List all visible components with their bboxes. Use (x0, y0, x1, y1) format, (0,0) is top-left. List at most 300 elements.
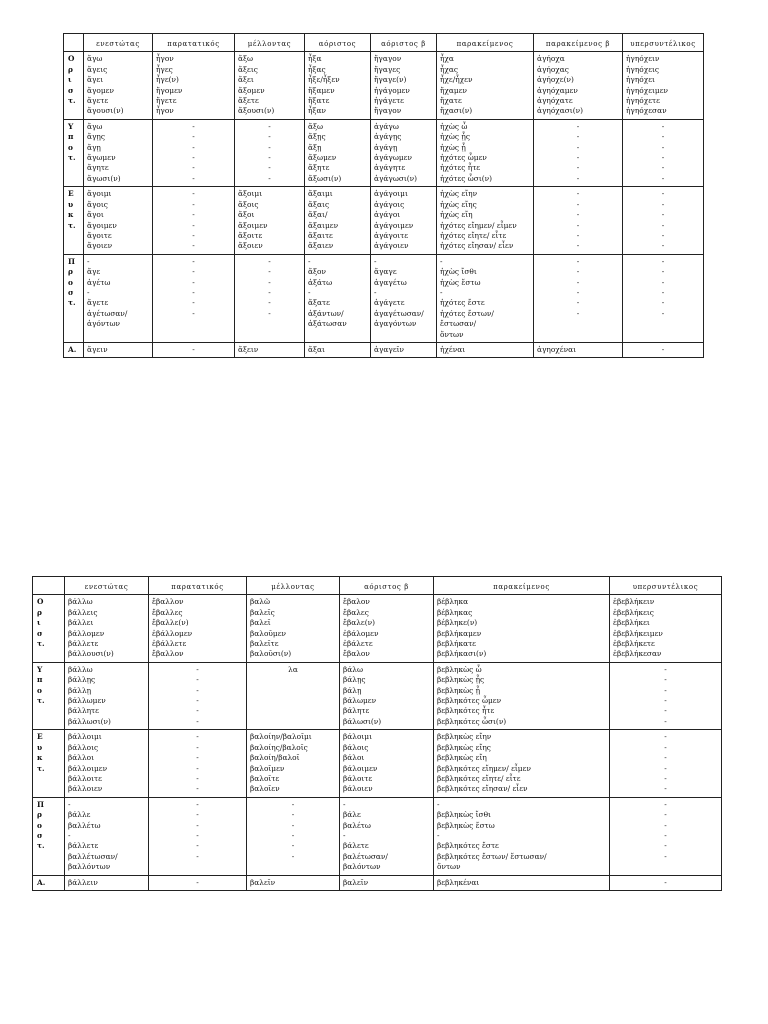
verb-form: βάλῃ (343, 685, 362, 695)
verb-form: ἦξαν (308, 106, 326, 116)
verb-form: - (661, 199, 665, 209)
verb-form: βάλοι (343, 753, 365, 763)
verb-form: - (196, 732, 199, 742)
verb-form: - (291, 810, 295, 820)
mood-letter: Π (37, 799, 44, 809)
verb-form: ἦξας (308, 64, 326, 74)
form-cell (610, 730, 722, 797)
verb-form: βεβλήκαμεν (437, 628, 482, 638)
verb-form: ἄγετε (87, 298, 109, 308)
form-cell (153, 254, 235, 342)
verb-form: - (196, 685, 199, 695)
form-cell (149, 730, 247, 797)
mood-label (33, 797, 65, 875)
verb-form: ἔβαλλε(ν) (152, 618, 189, 628)
verb-form: - (664, 799, 667, 809)
tense-header: ενεστώτας (84, 34, 153, 52)
verb-form: - (661, 230, 665, 240)
verb-form: - (664, 841, 667, 851)
verb-form: - (196, 830, 199, 840)
verb-form: - (192, 344, 195, 354)
table-row (33, 875, 722, 890)
verb-form: - (664, 830, 667, 840)
verb-form: βάλλειν (68, 877, 98, 887)
mood-letter: κ (37, 753, 43, 763)
form-cell (149, 662, 247, 729)
mood-letter: Ε (37, 732, 43, 742)
verb-form: ἔβαλον (343, 597, 370, 607)
verb-form: ἠχότες ἔστε (440, 298, 485, 308)
verb-form: - (192, 267, 195, 277)
verb-form: - (576, 173, 580, 183)
verb-form: ἔβαλλες (152, 607, 183, 617)
verb-form: βάλλοιτε (68, 773, 102, 783)
mood-label (64, 52, 84, 119)
verb-form: βεβληκὼς ᾖς (437, 675, 485, 685)
verb-form: - (661, 220, 665, 230)
verb-form: βάλοιμι (343, 732, 372, 742)
verb-form: - (661, 287, 665, 297)
verb-form: ἀγαγόντων (374, 319, 417, 329)
verb-form: βεβληκὼς ὦ (437, 664, 482, 674)
mood-letter: υ (37, 742, 43, 752)
verb-form: ἐβάλλετε (152, 639, 187, 649)
verb-form: ἄξαιεν (308, 241, 334, 251)
verb-form: ἔβαλε(ν) (343, 618, 376, 628)
verb-form: ἠγηόχεσαν (626, 106, 667, 116)
tense-header: υπερσυντέλικος (610, 577, 722, 595)
verb-form: βάλετε (343, 841, 369, 851)
mood-letter: Ο (37, 597, 44, 607)
verb-form: ἄξω (238, 54, 254, 64)
verb-form: βαλεῖτε (250, 639, 279, 649)
verb-form: - (661, 267, 665, 277)
verb-form: - (196, 810, 199, 820)
verb-form: ἄξητε (308, 163, 330, 173)
verb-form: βεβληκότες εἴημεν/ εἶμεν (437, 763, 531, 773)
verb-form: ἦξα (308, 54, 322, 64)
form-cell (437, 342, 534, 357)
form-cell (437, 119, 534, 186)
verb-form: ἀγάγω (374, 121, 399, 131)
verb-form: ἀγάγετε (374, 298, 405, 308)
verb-form: ἀγάγοι (374, 210, 401, 220)
form-cell (65, 662, 149, 729)
tense-header: παρατατικός (149, 577, 247, 595)
form-cell (84, 119, 153, 186)
verb-form: - (268, 256, 271, 266)
verb-form: - (661, 121, 665, 131)
verb-form: - (664, 664, 667, 674)
verb-form: - (576, 230, 580, 240)
verb-form: ἔστωσαν/ (440, 319, 477, 329)
form-cell (149, 595, 247, 662)
verb-form: ἤγαγον (374, 106, 402, 116)
form-cell (235, 254, 305, 342)
mood-letter: ρ (68, 267, 73, 277)
verb-form: - (268, 132, 271, 142)
verb-form: βεβληκότες ὦμεν (437, 696, 502, 706)
verb-form: βάλλετε (68, 639, 99, 649)
verb-form: βαλλόντων (68, 862, 111, 872)
verb-form: ἄγοις (87, 199, 108, 209)
verb-form: βαλοῖμεν (250, 763, 285, 773)
form-cell (434, 595, 610, 662)
verb-form: - (664, 851, 667, 861)
verb-form: ἐβεβλήκεσαν (613, 649, 662, 659)
mood-letter: π (37, 675, 43, 685)
verb-form: ἄγοιμεν (87, 220, 117, 230)
mood-letter: σ (37, 628, 43, 638)
verb-form: - (576, 241, 580, 251)
verb-form: βάλλητε (68, 706, 99, 716)
verb-form: ἄξαιμι (308, 189, 333, 199)
mood-letter: ο (37, 685, 42, 695)
verb-form: - (192, 220, 195, 230)
verb-form: βάλλῃς (68, 675, 96, 685)
verb-form: - (374, 287, 377, 297)
verb-form: ἔβαλλον (152, 597, 184, 607)
verb-form: βάλω (343, 664, 363, 674)
verb-form: βεβληκὼς εἴην (437, 732, 492, 742)
form-cell (623, 187, 704, 254)
verb-form: ἀγαγέτω (374, 277, 407, 287)
verb-form: - (374, 256, 377, 266)
form-cell (153, 342, 235, 357)
tense-header: παρατατικός (153, 34, 235, 52)
mood-label (64, 342, 84, 357)
form-cell (623, 254, 704, 342)
verb-form: βέβληκε(ν) (437, 618, 478, 628)
verb-form: ἦγον (156, 54, 174, 64)
verb-form: - (576, 220, 580, 230)
verb-form: ἀγάγῃ (374, 142, 398, 152)
verb-form: - (196, 716, 199, 726)
verb-form: - (437, 830, 440, 840)
form-cell (305, 342, 371, 357)
verb-form: - (268, 142, 271, 152)
verb-form: - (576, 189, 580, 199)
form-cell (340, 797, 434, 875)
verb-form: - (661, 173, 665, 183)
verb-form: βάλοιμεν (343, 763, 378, 773)
verb-form: ἠχότες ἔστων/ (440, 308, 494, 318)
verb-form: ἐβάλομεν (343, 628, 379, 638)
verb-form: ἔβαλες (343, 607, 369, 617)
verb-form: ἄγητε (87, 163, 109, 173)
verb-form: - (661, 298, 665, 308)
verb-form: βαλοῦσι(ν) (250, 649, 292, 659)
mood-label (33, 730, 65, 797)
verb-form: - (68, 799, 71, 809)
verb-form: ἄξω (308, 121, 324, 131)
form-cell (437, 187, 534, 254)
verb-form: ἤγαγε(ν) (374, 75, 407, 85)
verb-form: ἀγάγωμεν (374, 153, 412, 163)
verb-form: ἄγοιεν (87, 241, 113, 251)
verb-form: - (661, 308, 665, 318)
verb-form: - (664, 716, 667, 726)
verb-form: ἄγε (87, 267, 101, 277)
verb-form: - (192, 241, 195, 251)
verb-form: - (192, 230, 195, 240)
verb-form: βάλλοιεν (68, 784, 103, 794)
verb-form: ἠγηόχετε (626, 96, 660, 106)
mood-letter: Π (68, 256, 75, 266)
mood-letter: τ. (37, 841, 45, 851)
form-cell (623, 52, 704, 119)
verb-form: ἠχὼς ὦ (440, 121, 468, 131)
verb-form: - (661, 163, 665, 173)
verb-form: ἀγάγωσι(ν) (374, 173, 418, 183)
verb-form: ἦχε/ἦχεν (440, 75, 473, 85)
verb-form: - (661, 210, 665, 220)
verb-form: - (196, 753, 199, 763)
mood-letter: ο (68, 277, 73, 287)
verb-form: ἄγοιτε (87, 230, 112, 240)
verb-form: - (196, 706, 199, 716)
verb-form: βάλλει (68, 618, 94, 628)
verb-form: - (268, 267, 271, 277)
verb-form: - (664, 763, 667, 773)
verb-form: - (196, 784, 199, 794)
table-row (64, 52, 704, 119)
verb-form: ἠχέναι (440, 344, 466, 354)
verb-form: ἠχότες ὦσι(ν) (440, 173, 492, 183)
verb-form: βέβληκας (437, 607, 473, 617)
verb-form: ἄξετε (238, 96, 259, 106)
verb-form: ἠχότες ἦτε (440, 163, 481, 173)
form-cell (247, 797, 340, 875)
verb-form: - (196, 696, 199, 706)
verb-form: - (661, 256, 665, 266)
mood-label (64, 254, 84, 342)
verb-form: ἠχὼς ἔστω (440, 277, 481, 287)
verb-form: ἠγάγομεν (374, 85, 410, 95)
form-cell (434, 730, 610, 797)
verb-form: βεβληκότες ἦτε (437, 706, 495, 716)
verb-form: ἠγηόχειμεν (626, 85, 669, 95)
mood-letter: Α. (37, 877, 46, 887)
verb-form: βαλλέτωσαν/ (68, 851, 118, 861)
verb-form: βάλλοι (68, 753, 94, 763)
verb-form: - (291, 851, 295, 861)
form-cell (84, 52, 153, 119)
verb-form: ἠχότες ὦμεν (440, 153, 487, 163)
form-cell (340, 730, 434, 797)
verb-form: ὄντων (440, 329, 464, 339)
form-cell (247, 730, 340, 797)
verb-form: βάλωσι(ν) (343, 716, 382, 726)
verb-form: ἐβεβλήκει (613, 618, 650, 628)
verb-form: ἠγηόχει (626, 75, 655, 85)
corner-header (64, 34, 84, 52)
verb-form: ἄγειν (87, 344, 108, 354)
tense-header: υπερσυντέλικος (623, 34, 704, 52)
mood-letter: Υ (68, 121, 74, 131)
verb-form: - (664, 685, 667, 695)
verb-form: - (192, 163, 195, 173)
mood-letter: τ. (68, 96, 76, 106)
verb-form: ἦχα (440, 54, 454, 64)
verb-form: βάλλετε (68, 841, 99, 851)
verb-form: - (661, 277, 665, 287)
verb-form: ἦγε(ν) (156, 75, 179, 85)
verb-form: ἀγόντων (87, 319, 120, 329)
verb-form: βάλλομεν (68, 628, 105, 638)
verb-form: ἀγήοχα (537, 54, 565, 64)
form-cell (534, 187, 623, 254)
form-cell (371, 187, 437, 254)
verb-form: - (576, 132, 580, 142)
verb-form: - (576, 308, 580, 318)
verb-form: - (664, 753, 667, 763)
form-cell (534, 52, 623, 119)
verb-form: βεβλήκασι(ν) (437, 649, 487, 659)
verb-form: ἠχότες εἴησαν/ εἶεν (440, 241, 514, 251)
verb-form: ἐβάλετε (343, 639, 373, 649)
verb-form: βάλλωμεν (68, 696, 106, 706)
verb-form: ἐβεβλήκειν (613, 597, 655, 607)
verb-form: βάλλωσι(ν) (68, 716, 111, 726)
mood-label (33, 662, 65, 729)
verb-form: ἠγηόχειν (626, 54, 660, 64)
verb-form: ἄξον (308, 267, 327, 277)
verb-form: βεβληκότες ἔστων/ ἔστωσαν/ (437, 851, 547, 861)
verb-form: - (192, 132, 195, 142)
table-row (64, 342, 704, 357)
table-row (64, 187, 704, 254)
verb-form: - (576, 267, 580, 277)
form-cell (149, 797, 247, 875)
mood-letter: τ. (37, 696, 45, 706)
verb-form: βεβλήκατε (437, 639, 477, 649)
verb-form: ἐβεβλήκετε (613, 639, 655, 649)
verb-form: ἀγάγῃς (374, 132, 402, 142)
verb-form: ἄξοιεν (238, 241, 263, 251)
verb-form: ἦγον (156, 106, 174, 116)
verb-form: ἄγει (87, 75, 104, 85)
verb-form: - (196, 742, 199, 752)
verb-form: βάλλοιμεν (68, 763, 108, 773)
verb-form: - (661, 344, 665, 354)
table-row (33, 595, 722, 662)
verb-form: ὄντων (437, 862, 461, 872)
verb-form: ἄξῃ (308, 142, 322, 152)
form-cell (434, 875, 610, 890)
mood-letter: σ (68, 85, 74, 95)
form-cell (534, 342, 623, 357)
verb-form: βαλοίη/βαλοῖ (250, 753, 300, 763)
table-header-row (64, 34, 704, 52)
form-cell (434, 662, 610, 729)
verb-form: - (440, 256, 443, 266)
verb-form: ἄξομεν (238, 85, 265, 95)
form-cell (371, 119, 437, 186)
verb-form: ἔβαλον (343, 649, 370, 659)
verb-form: ἀγέτω (87, 277, 111, 287)
verb-form: ἄγῃς (87, 132, 105, 142)
tense-header: αόριστος β (340, 577, 434, 595)
verb-form: ἠχὼς ἴσθι (440, 267, 477, 277)
verb-form: βαλέτωσαν/ (343, 851, 388, 861)
verb-form: - (192, 189, 195, 199)
form-cell (437, 52, 534, 119)
verb-form: ἠχὼς εἴη (440, 210, 473, 220)
verb-form: ἠχὼς ᾖ (440, 142, 466, 152)
verb-form: βάλοιτε (343, 773, 373, 783)
verb-form: βεβληκὼς εἴης (437, 742, 491, 752)
verb-form: - (196, 763, 199, 773)
verb-form: ἄξοι (238, 210, 255, 220)
form-cell (65, 875, 149, 890)
verb-form: ἠχότες εἴημεν/ εἶμεν (440, 220, 517, 230)
verb-form: βεβληκὼς ἴσθι (437, 810, 491, 820)
tense-header: παρακείμενος (434, 577, 610, 595)
verb-form: βάλλεις (68, 607, 98, 617)
verb-form: βαλόντων (343, 862, 381, 872)
verb-form: - (68, 830, 71, 840)
verb-form: ἄξοιμεν (238, 220, 268, 230)
verb-form: βάλητε (343, 706, 370, 716)
verb-form: - (576, 277, 580, 287)
verb-form: - (268, 121, 271, 131)
form-cell (623, 342, 704, 357)
form-cell (153, 119, 235, 186)
verb-form: - (291, 830, 295, 840)
verb-form: - (308, 287, 311, 297)
verb-form: βεβληκέναι (437, 877, 480, 887)
mood-letter: ρ (68, 64, 73, 74)
form-cell (305, 52, 371, 119)
table-row (64, 254, 704, 342)
verb-form: ἄξῃς (308, 132, 326, 142)
mood-label (64, 187, 84, 254)
verb-form: ἀγαγέτωσαν/ (374, 308, 424, 318)
mood-letter: Υ (37, 664, 43, 674)
verb-form: ἀγήοχε(ν) (537, 75, 574, 85)
verb-form: - (664, 732, 667, 742)
verb-form: - (664, 706, 667, 716)
mood-letter: σ (37, 830, 43, 840)
verb-form: - (196, 675, 199, 685)
verb-form: ἄγωμεν (87, 153, 116, 163)
verb-form: ἄξεις (238, 64, 258, 74)
tense-header: μέλλοντας (235, 34, 305, 52)
verb-form: - (192, 256, 195, 266)
verb-form: βάλωμεν (343, 696, 377, 706)
mood-letter: ι (68, 75, 72, 85)
verb-form: - (291, 841, 295, 851)
tense-header: μέλλοντας (247, 577, 340, 595)
verb-form: ἠχὼς εἴην (440, 189, 478, 199)
verb-form: - (664, 784, 667, 794)
verb-form: - (437, 799, 440, 809)
verb-form: - (661, 241, 665, 251)
verb-form: - (196, 664, 199, 674)
verb-form: - (196, 877, 199, 887)
table-row (33, 730, 722, 797)
verb-form: ἤξαμεν (308, 85, 335, 95)
mood-letter: ρ (37, 607, 42, 617)
verb-form: - (664, 820, 667, 830)
verb-form: ἦχας (440, 64, 459, 74)
verb-form: βαλοῦμεν (250, 628, 287, 638)
verb-form: ἄξουσι(ν) (238, 106, 275, 116)
form-cell (235, 119, 305, 186)
verb-form: βάλλῃ (68, 685, 92, 695)
conjugation-table-vallo (32, 576, 722, 891)
